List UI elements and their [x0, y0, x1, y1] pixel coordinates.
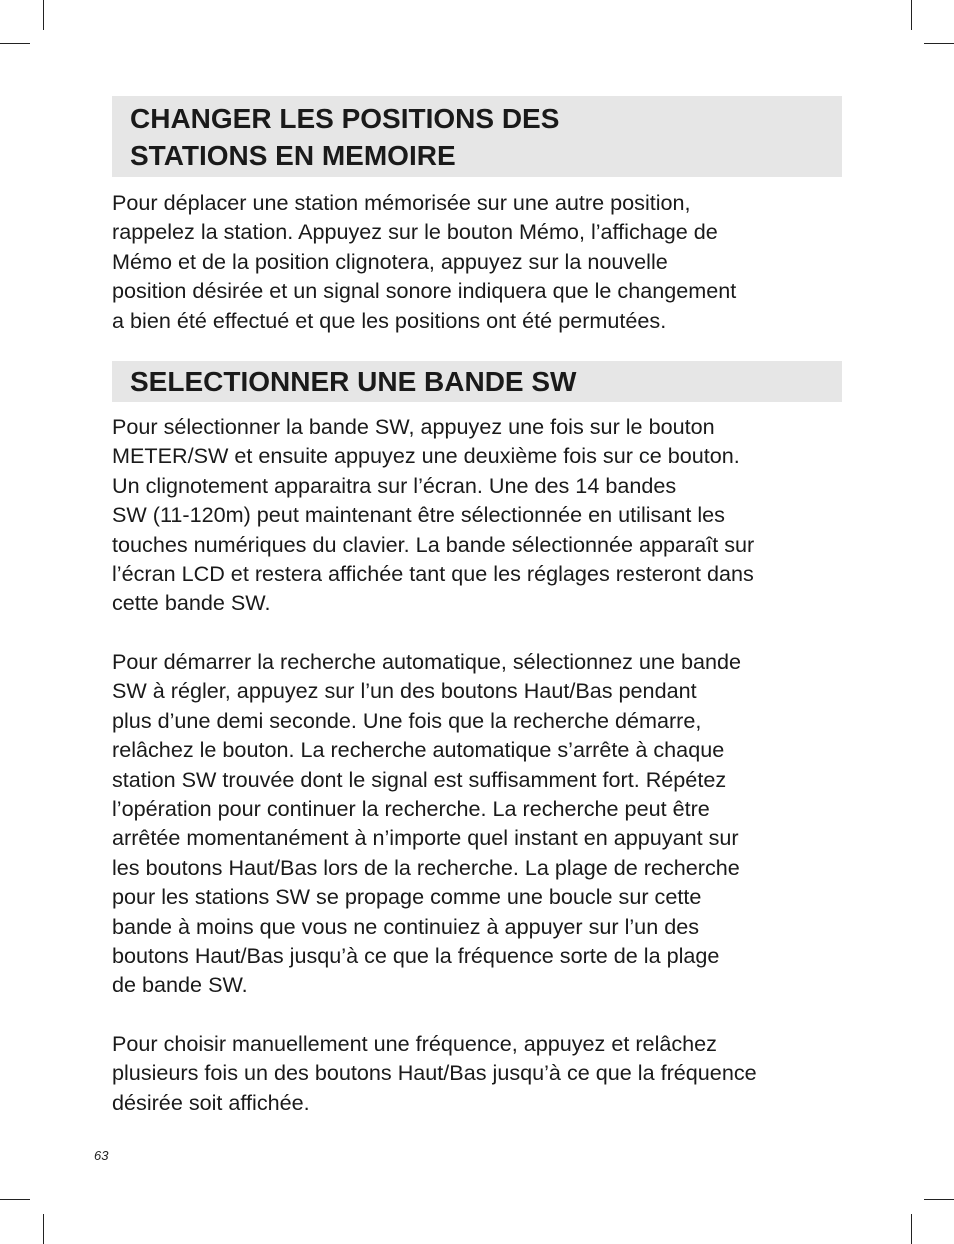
manual-tuning-paragraph	[112, 1029, 852, 1117]
text-line: Un clignotement apparaitra sur l’écran. Une des 14 bandes	[112, 472, 677, 498]
text-line: station SW trouvée dont le signal est suffisamment fort. Répétez	[112, 766, 727, 792]
text-line: plus d’une demi seconde. Une fois que la recherche démarre,	[112, 707, 702, 733]
sw-select-paragraph	[112, 412, 852, 618]
crop-mark	[0, 43, 30, 44]
text-line: Pour choisir manuellement une fréquence, appuyez et relâchez	[112, 1031, 717, 1056]
text-line: arrêtée momentanément à n’importe quel instant en appuyant sur	[112, 825, 739, 851]
memory-paragraph	[112, 188, 852, 335]
page-number: 63	[94, 1148, 109, 1163]
text-line: les boutons Haut/Bas lors de la recherche. La plage de recherche	[112, 854, 740, 880]
section-heading-sw-band	[112, 361, 842, 402]
text-line: relâchez le bouton. La recherche automatique s’arrête à chaque	[112, 737, 725, 763]
crop-mark	[911, 1214, 912, 1244]
text-line: Pour sélectionner la bande SW, appuyez une fois sur le bouton	[112, 414, 715, 439]
crop-mark	[924, 43, 954, 44]
heading-line: STATIONS EN MEMOIRE	[130, 140, 456, 171]
text-line: Pour déplacer une station mémorisée sur une autre position,	[112, 190, 691, 215]
crop-mark	[0, 1199, 30, 1200]
heading-line: CHANGER LES POSITIONS DES	[130, 103, 560, 134]
text-line: touches numériques du clavier. La bande sélectionnée apparaît sur	[112, 531, 755, 557]
text-line: plusieurs fois un des boutons Haut/Bas jusqu’à ce que la fréquence	[112, 1060, 757, 1086]
text-line: boutons Haut/Bas jusqu’à ce que la fréquence sorte de la plage	[112, 943, 720, 969]
text-line: METER/SW et ensuite appuyez une deuxième fois sur ce bouton.	[112, 443, 740, 469]
text-line: pour les stations SW se propage comme une boucle sur cette	[112, 884, 702, 910]
heading-line: SELECTIONNER UNE BANDE SW	[130, 366, 577, 397]
text-line: bande à moins que vous ne continuiez à appuyer sur l’un des	[112, 913, 700, 939]
crop-mark	[911, 0, 912, 30]
text-line: rappelez la station. Appuyez sur le bouton Mémo, l’affichage de	[112, 219, 718, 245]
text-line: position désirée et un signal sonore indiquera que le changement	[112, 278, 737, 304]
text-line: désirée soit affichée.	[112, 1089, 310, 1115]
text-line: cette bande SW.	[112, 590, 271, 616]
text-line: SW (11-120m) peut maintenant être sélectionnée en utilisant les	[112, 502, 725, 528]
crop-mark	[924, 1199, 954, 1200]
text-line: Pour démarrer la recherche automatique, sélectionnez une bande	[112, 649, 742, 674]
text-line: l’écran LCD et restera affichée tant que les réglages resteront dans	[112, 561, 754, 587]
crop-mark	[43, 1214, 44, 1244]
auto-search-paragraph	[112, 647, 852, 1000]
text-line: l’opération pour continuer la recherche. La recherche peut être	[112, 796, 710, 822]
crop-mark	[43, 0, 44, 30]
text-line: SW à régler, appuyez sur l’un des boutons Haut/Bas pendant	[112, 678, 697, 704]
section-heading-memory	[112, 96, 842, 177]
text-line: Mémo et de la position clignotera, appuyez sur la nouvelle	[112, 248, 668, 274]
text-line: de bande SW.	[112, 972, 248, 998]
text-line: a bien été effectué et que les positions ont été permutées.	[112, 307, 667, 333]
